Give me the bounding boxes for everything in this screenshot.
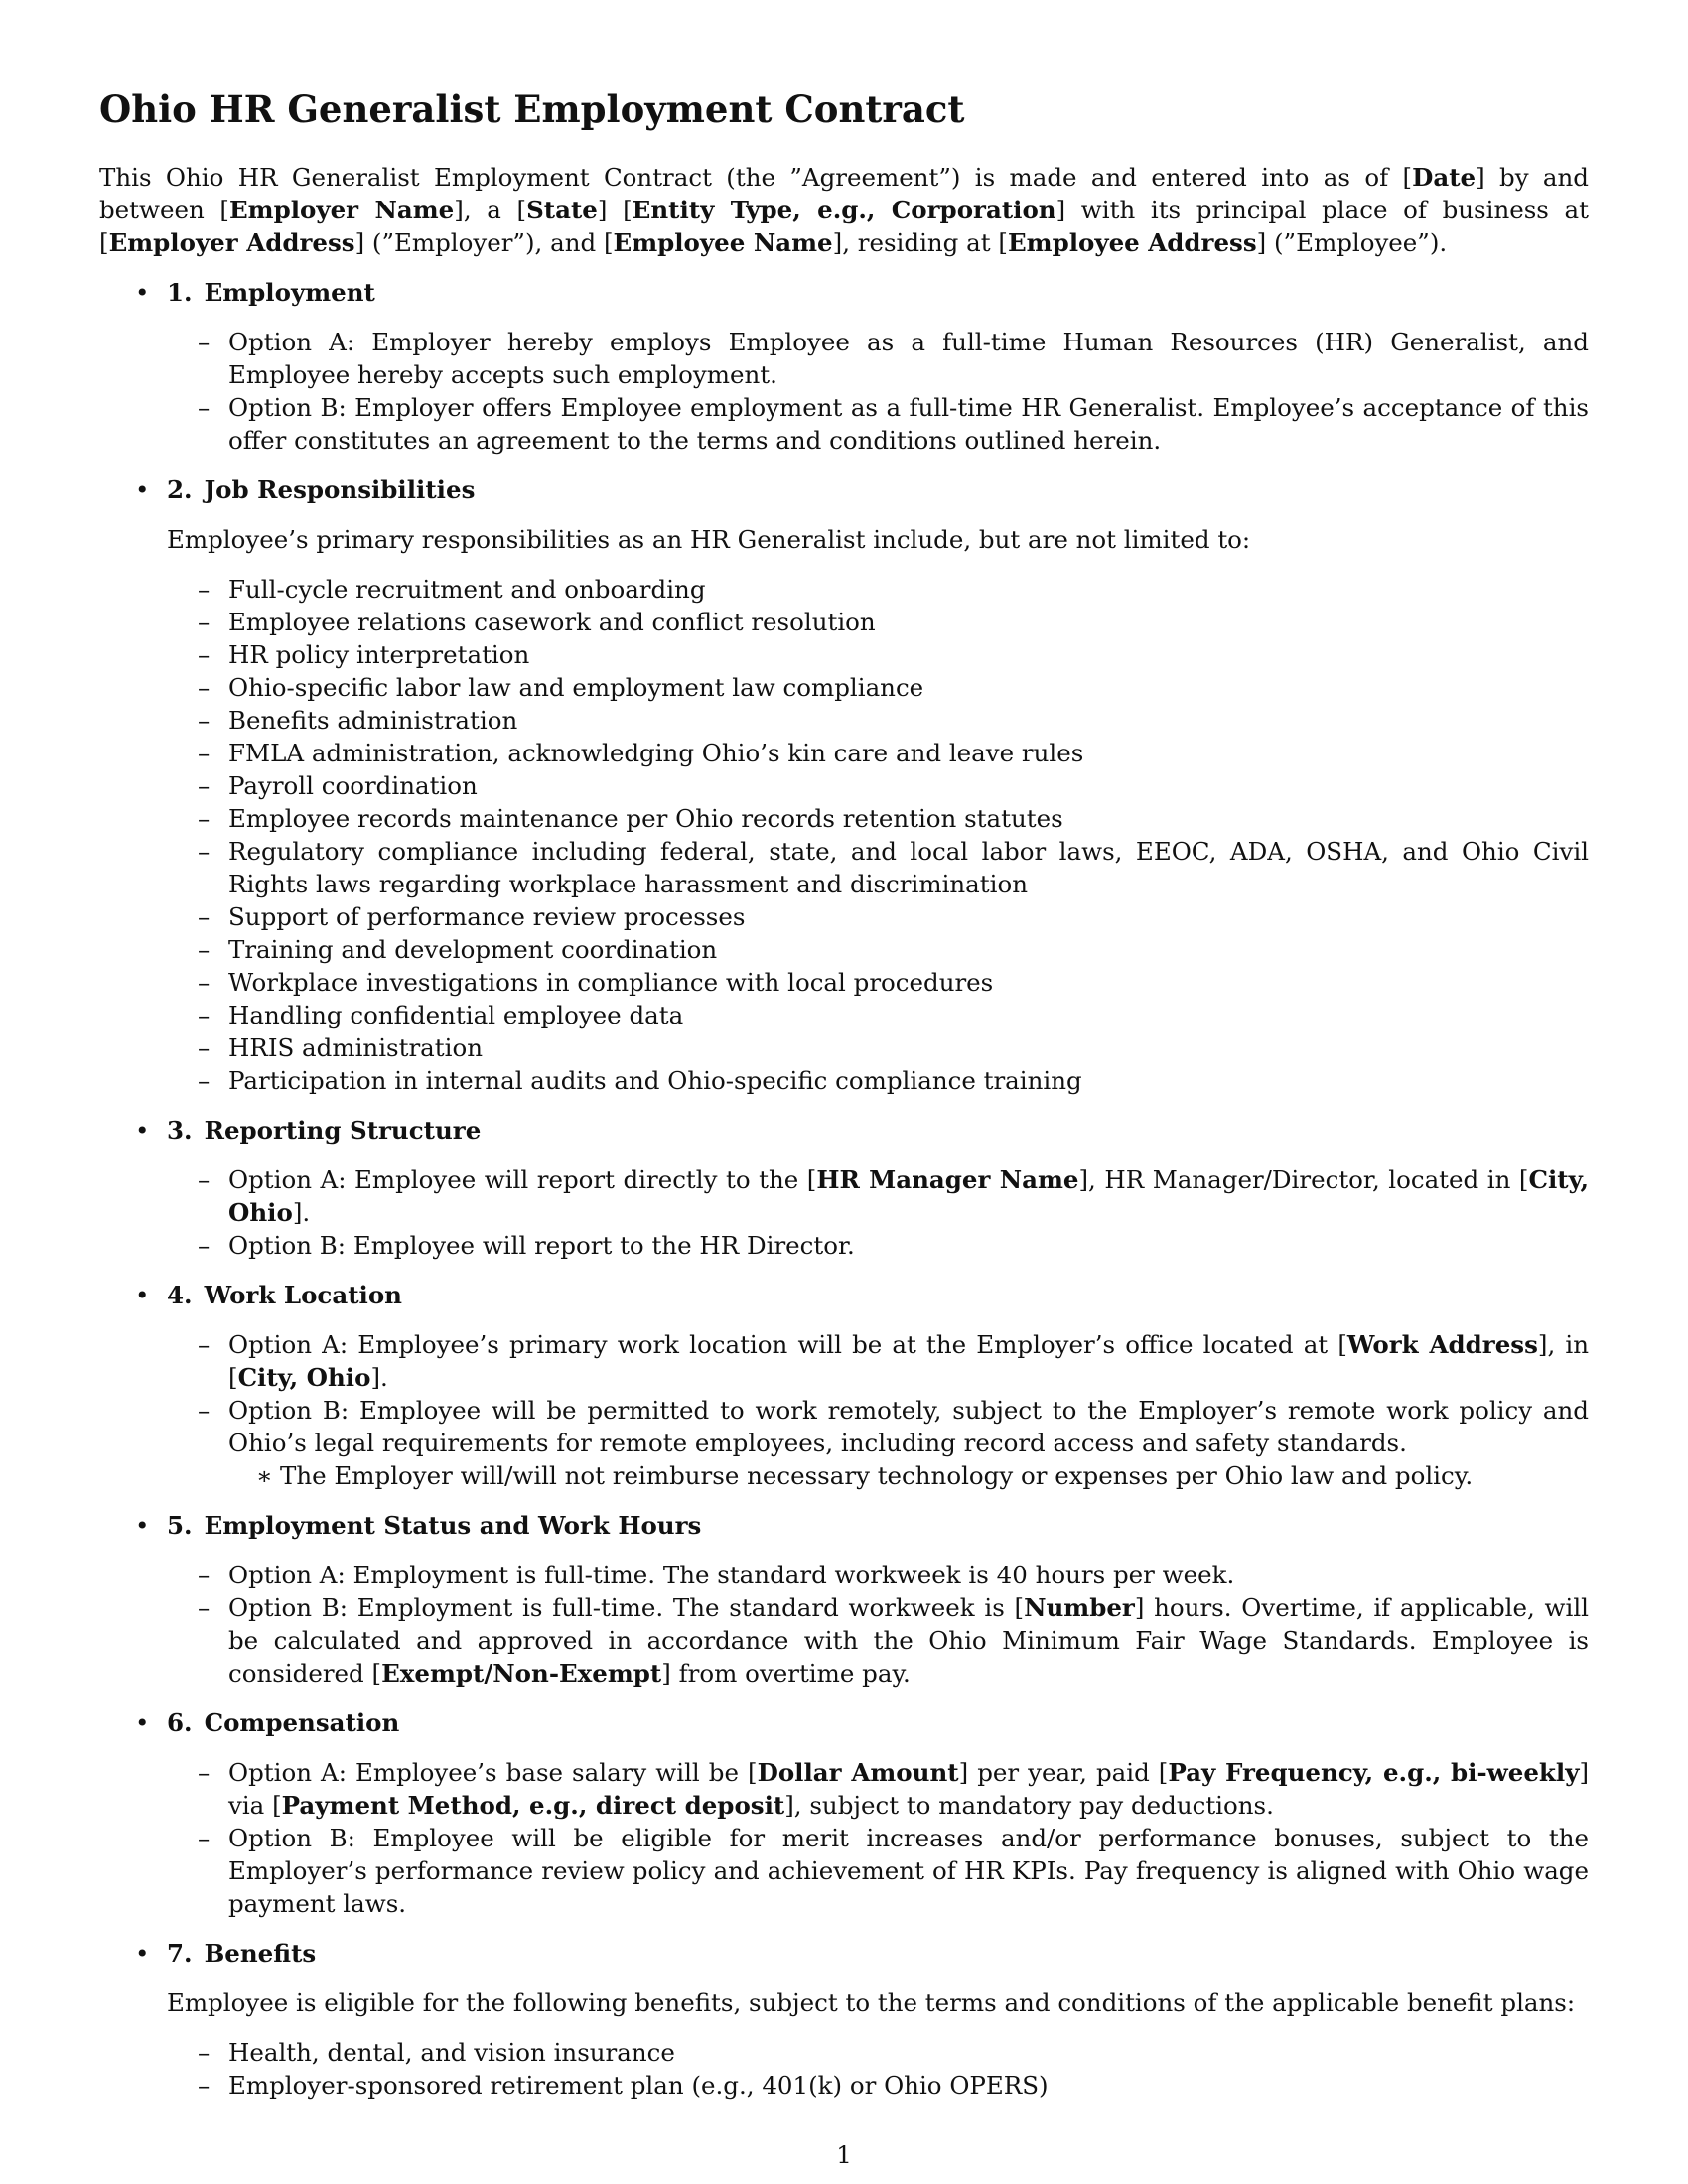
dash-icon: – [198,837,211,866]
list-item-text: Workplace investigations in compliance with local procedures [228,968,994,997]
bullet-icon: • [135,476,150,504]
list-item-text: Support of performance review processes [228,902,746,931]
dash-icon: – [198,771,211,800]
section-text: Employee is eligible for the following benefits, subject to the terms and conditions of the applicable benefit plans: [167,1988,1576,2017]
bullet-icon: • [135,1939,150,1968]
dash-icon: – [198,1033,211,1062]
option-text: via [228,1791,273,1820]
section-heading [167,1937,1589,1970]
intro-text: (”Employee”). [1266,228,1448,257]
option-a [167,326,1589,391]
list-item [167,933,1589,966]
section-number: 4. [167,1281,193,1309]
option-text: Option B: Employee will be eligible for merit increases and/or performance bonuses, subject to the Employer’s performance review policy and achievement of HR KPIs. Pay frequency is aligned with Ohio wage payment laws. [228,1824,1589,1918]
section-job-responsibilities [99,474,1589,1097]
section-number: 6. [167,1708,193,1737]
list-item [167,1031,1589,1064]
dash-icon: – [198,1066,211,1095]
list-item-text: Handling confidential employee data [228,1001,684,1029]
option-b [167,1229,1589,1262]
section-heading [167,1279,1589,1311]
list-item-text: Ohio-specific labor law and employment law compliance [228,673,924,702]
list-item [167,2069,1589,2102]
list-item-text: FMLA administration, acknowledging Ohio’s kin care and leave rules [228,739,1084,767]
list-item-text: HRIS administration [228,1033,483,1062]
list-item-text: Training and development coordination [228,935,718,964]
option-a: – Option A: Employee will report directly to the [HR Manager Name], HR Manager/Director, located in [City, Ohio]. [198,1165,1589,1227]
placeholder-state: State [526,196,598,224]
section-title: Reporting Structure [204,1116,482,1145]
bullet-icon: • [135,1708,150,1737]
option-text: Option A: Employee’s base salary will be [228,1758,749,1787]
list-item-text: Participation in internal audits and Ohio-specific compliance training [228,1066,1082,1095]
dash-icon: – [198,1165,211,1194]
option-b [167,1822,1589,1920]
sub-item [228,1459,1589,1492]
option-text: Option B: Employee will be permitted to work remotely, subject to the Employer’s remote work policy and Ohio’s legal requirements for remote employees, including record access and safety standards. [228,1396,1589,1457]
option-text: Option A: Employee’s primary work location will be at the Employer’s office located at [228,1330,1338,1359]
dash-icon: – [198,673,211,702]
intro-text: , a [463,196,517,224]
placeholder-dollar-amount: Dollar Amount [757,1758,959,1787]
option-text: , HR Manager/Director, located in [1088,1165,1519,1194]
section-heading [167,276,1589,309]
section-number: 3. [167,1116,193,1145]
option-a: – Option A: Employee’s primary work location will be at the Employer’s office located at [Work Address], in [City, Ohio]. [198,1330,1589,1392]
option-list [167,1559,1589,1690]
option-a [167,1559,1589,1591]
section-number: 1. [167,278,193,307]
intro-text: This Ohio HR Generalist Employment Contract (the ”Agreement”) is made and entered into as of [99,163,1403,192]
list-item-text: Benefits administration [228,706,518,735]
intro-text: with its principal place of business at [1065,196,1589,224]
section-benefits [99,1937,1589,2102]
placeholder-work-address: Work Address [1346,1330,1538,1359]
option-b [167,1394,1589,1492]
list-item-text: Full-cycle recruitment and onboarding [228,575,706,604]
dash-icon: – [198,393,211,422]
responsibility-list [167,573,1589,1097]
dash-icon: – [198,1330,211,1359]
intro-text: (”Employer”), and [364,228,604,257]
intro-text: by and between [99,163,1589,224]
placeholder-number: Number [1024,1593,1135,1622]
list-item-text: Employer-sponsored retirement plan (e.g., 401(k) or Ohio OPERS) [228,2071,1049,2100]
dash-icon: – [198,1824,211,1852]
placeholder-employee-name: Employee Name [613,228,833,257]
placeholder-payment-method: Payment Method, e.g., direct deposit [281,1791,785,1820]
bullet-icon: • [135,1511,150,1540]
option-a: – Option A: Employee’s base salary will be [Dollar Amount] per year, paid [Pay Frequency, e.g., bi-weekly] via [Payment Method, e.g., direct deposit], subject to mandatory pay deductions. [198,1758,1589,1820]
option-text: , in [1547,1330,1589,1359]
section-compensation [99,1706,1589,1920]
section-heading [167,474,1589,506]
list-item [167,802,1589,835]
page-title: Ohio HR Generalist Employment Contract [99,87,965,131]
list-item [167,966,1589,999]
option-text: Option B: Employment is full-time. The standard workweek is [228,1593,1015,1622]
placeholder-date: Date [1412,163,1477,192]
page-number: 1 [836,2140,852,2169]
intro-paragraph: This Ohio HR Generalist Employment Contract (the ”Agreement”) is made and entered into as of [Date] by and between [Employer Name], a [State] [Entity Type, e.g., Corporation] with its principal place of business at [Employer Address] (”Employer”), and [Employee Name], residing at [Employee Address] (”Employee”). [99,163,1589,257]
dash-icon: – [198,804,211,833]
list-item [167,671,1589,704]
dash-icon: – [198,1231,211,1260]
dash-icon: – [198,1758,211,1787]
placeholder-exempt-status: Exempt/Non-Exempt [381,1659,662,1688]
dash-icon: – [198,608,211,636]
intro-text: , residing at [842,228,999,257]
list-item [167,2036,1589,2069]
option-text: . [380,1363,388,1392]
benefits-list [167,2036,1589,2102]
dash-icon: – [198,968,211,997]
option-text: Option A: Employee will report directly to the [228,1165,807,1194]
section-number: 5. [167,1511,193,1540]
dash-icon: – [198,1593,211,1622]
document-page [99,0,1589,2184]
section-heading [167,1706,1589,1739]
dash-icon: – [198,739,211,767]
placeholder-entity-type: Entity Type, e.g., Corporation [632,196,1056,224]
placeholder-hr-manager-name: HR Manager Name [816,1165,1079,1194]
bullet-icon: • [135,1116,150,1145]
option-text: , subject to mandatory pay deductions. [793,1791,1274,1820]
list-item [167,900,1589,933]
dash-icon: – [198,328,211,356]
section-reporting-structure [99,1114,1589,1262]
dash-icon: – [198,2038,211,2067]
bullet-icon: • [135,1281,150,1309]
section-employment [99,276,1589,457]
option-text: per year, paid [968,1758,1159,1787]
intro-text [607,196,623,224]
asterisk-icon: ∗ [256,1461,273,1490]
placeholder-employee-address: Employee Address [1007,228,1257,257]
section-work-location [99,1279,1589,1492]
list-item-text: Regulatory compliance including federal, state, and local labor laws, EEOC, ADA, OSHA, and Ohio Civil Rights laws regarding workplace harassment and discrimination [228,837,1589,898]
list-item [167,999,1589,1031]
list-item-text: Health, dental, and vision insurance [228,2038,675,2067]
option-text: Option A: Employer hereby employs Employee as a full-time Human Resources (HR) Generalist, and Employee hereby accepts such employment. [228,328,1589,389]
list-item [167,606,1589,638]
option-text: Option B: Employee will report to the HR Director. [228,1231,855,1260]
section-title: Compensation [204,1708,400,1737]
placeholder-employer-name: Employer Name [228,196,455,224]
section-title: Job Responsibilities [204,476,476,504]
section-title: Employment [204,278,375,307]
sub-item-text: The Employer will/will not reimburse necessary technology or expenses per Ohio law and policy. [280,1461,1474,1490]
section-employment-status [99,1509,1589,1690]
dash-icon: – [198,1396,211,1425]
dash-icon: – [198,640,211,669]
section-number: 2. [167,476,193,504]
list-item [167,573,1589,606]
section-text: Employee’s primary responsibilities as an HR Generalist include, but are not limited to: [167,525,1251,554]
option-b: – Option B: Employment is full-time. The standard workweek is [Number] hours. Overtime, if applicable, will be calculated and approved in accordance with the Ohio Minimum Fair Wage Standards. Employee is considered [Exempt/Non-Exempt] from overtime pay. [198,1593,1589,1688]
section-title: Employment Status and Work Hours [204,1511,702,1540]
placeholder-city: City, Ohio [237,1363,371,1392]
placeholder-pay-frequency: Pay Frequency, e.g., bi-weekly [1168,1758,1580,1787]
option-list [167,1328,1589,1492]
list-item-text: Employee relations casework and conflict resolution [228,608,876,636]
section-heading [167,1114,1589,1147]
option-text: . [302,1198,311,1227]
section-title: Work Location [204,1281,402,1309]
list-item [167,704,1589,737]
dash-icon: – [198,2071,211,2100]
placeholder-employer-address: Employer Address [108,228,355,257]
section-title: Benefits [204,1939,317,1968]
dash-icon: – [198,706,211,735]
dash-icon: – [198,1001,211,1029]
list-item [167,638,1589,671]
option-b [167,391,1589,457]
bullet-icon: • [135,278,150,307]
list-item [167,1064,1589,1097]
option-list [167,1163,1589,1262]
dash-icon: – [198,902,211,931]
dash-icon: – [198,575,211,604]
option-text: from overtime pay. [670,1659,911,1688]
list-item-text: HR policy interpretation [228,640,530,669]
list-item [167,769,1589,802]
option-text: Option B: Employer offers Employee employment as a full-time HR Generalist. Employee’s acceptance of this offer constitutes an agreement to the terms and conditions outlined herein. [228,393,1589,455]
placeholder-city: City, Ohio [228,1165,1589,1227]
option-text: Option A: Employment is full-time. The standard workweek is 40 hours per week. [228,1561,1235,1589]
contract-sections [99,276,1589,2118]
option-list [167,1756,1589,1920]
option-text: hours. Overtime, if applicable, will be calculated and approved in accordance with the Ohio Minimum Fair Wage Standards. Employee is considered [228,1593,1589,1688]
list-item-text: Employee records maintenance per Ohio records retention statutes [228,804,1063,833]
dash-icon: – [198,1561,211,1589]
section-number: 7. [167,1939,193,1968]
list-item [167,737,1589,769]
list-item [167,835,1589,900]
section-heading [167,1509,1589,1542]
dash-icon: – [198,935,211,964]
option-list [167,326,1589,457]
list-item-text: Payroll coordination [228,771,478,800]
